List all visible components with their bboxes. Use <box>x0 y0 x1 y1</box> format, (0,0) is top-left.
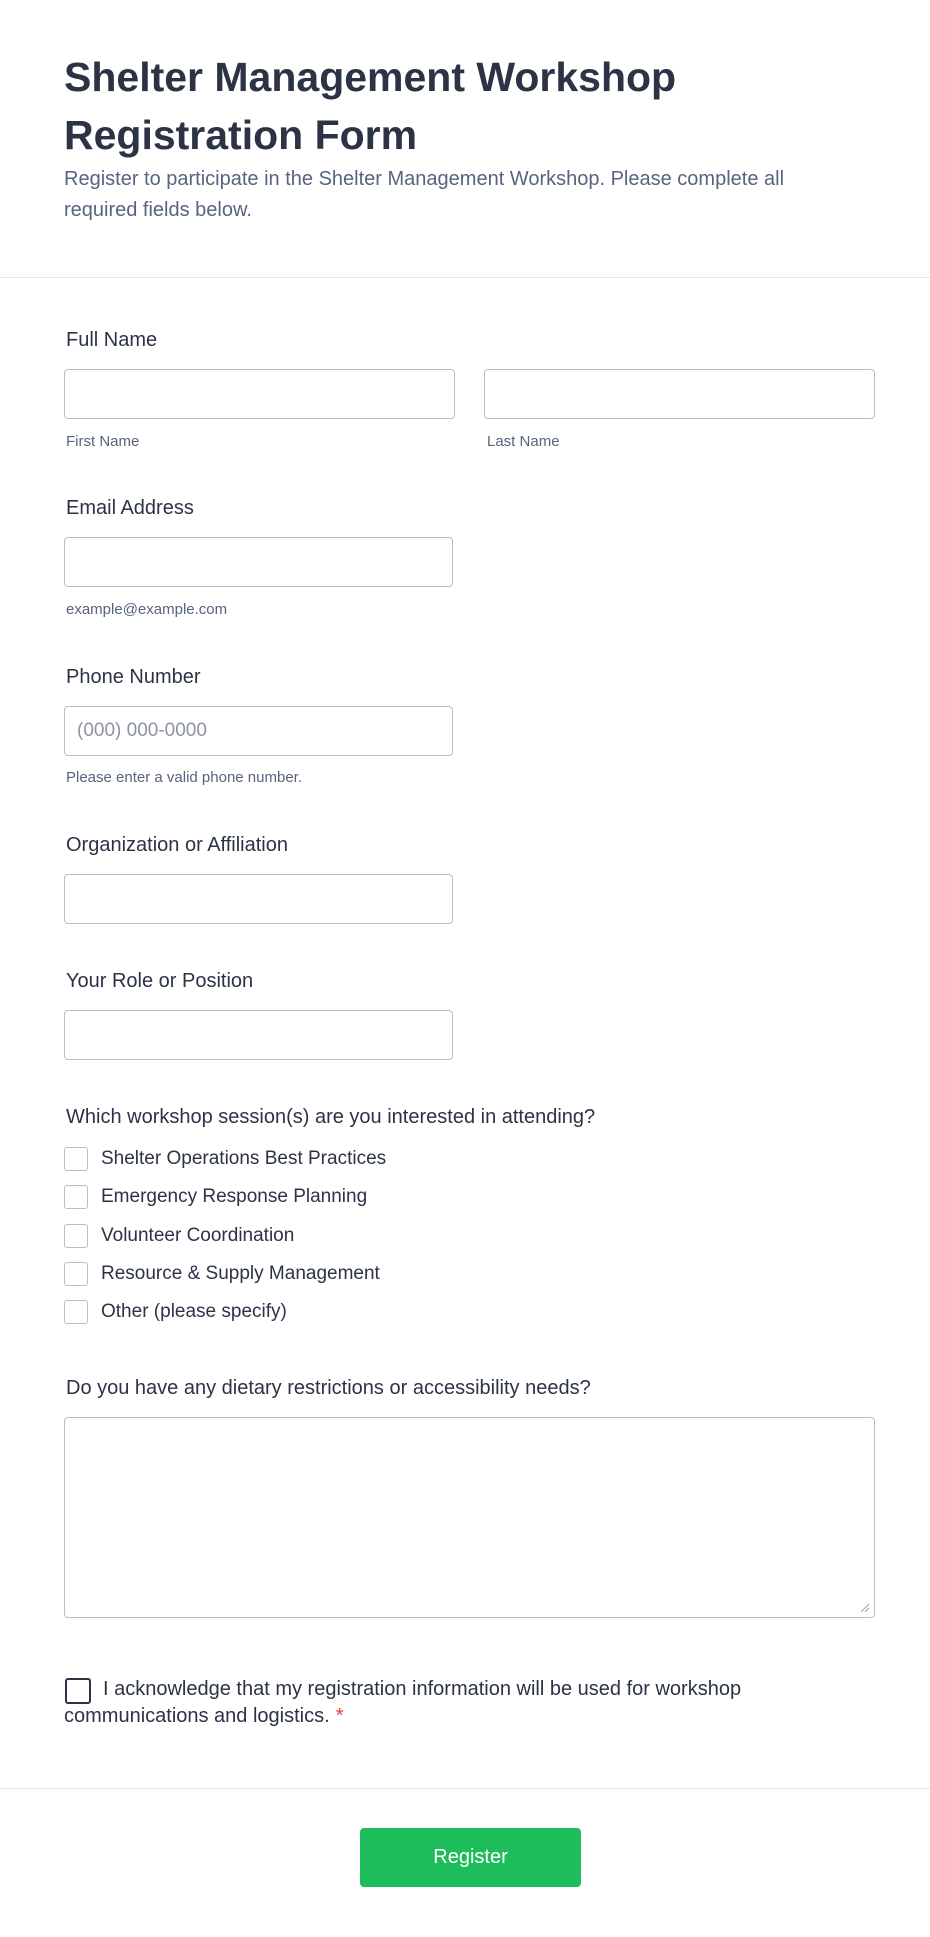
last-name-input[interactable] <box>484 369 875 419</box>
session-option-label[interactable]: Volunteer Coordination <box>101 1225 295 1246</box>
session-option-checkbox[interactable] <box>64 1147 88 1171</box>
phone-label: Phone Number <box>66 666 201 688</box>
needs-label: Do you have any dietary restrictions or accessibility needs? <box>66 1377 591 1399</box>
phone-input[interactable] <box>64 706 453 756</box>
session-option-checkbox[interactable] <box>64 1300 88 1324</box>
acknowledgement-text <box>64 1676 784 1730</box>
first-name-input[interactable] <box>64 369 455 419</box>
role-input[interactable] <box>64 1010 453 1060</box>
session-option-label[interactable]: Other (please specify) <box>101 1301 287 1322</box>
needs-textarea[interactable] <box>64 1417 875 1618</box>
full-name-label: Full Name <box>66 329 158 351</box>
session-option-checkbox[interactable] <box>64 1262 88 1286</box>
organization-label: Organization or Affiliation <box>66 834 288 856</box>
session-option-label[interactable]: Emergency Response Planning <box>101 1186 368 1207</box>
sessions-label: Which workshop session(s) are you interested in attending? <box>66 1106 596 1128</box>
phone-sublabel: Please enter a valid phone number. <box>66 769 302 786</box>
footer-divider <box>0 1788 930 1789</box>
session-option-label[interactable]: Resource & Supply Management <box>101 1263 380 1284</box>
acknowledgement-label[interactable]: I acknowledge that my registration information will be used for workshop communications and logistics. <box>64 1678 742 1727</box>
form-subtitle: Register to participate in the Shelter Management Workshop. Please complete all required fields below. <box>64 168 785 221</box>
email-label: Email Address <box>66 497 194 519</box>
email-input[interactable] <box>64 537 453 587</box>
register-button[interactable]: Register <box>360 1828 581 1887</box>
organization-input[interactable] <box>64 874 453 924</box>
role-label: Your Role or Position <box>66 970 254 992</box>
form-title: Shelter Management Workshop Registration Form <box>64 54 677 158</box>
form-header <box>0 0 930 278</box>
session-option-checkbox[interactable] <box>64 1224 88 1248</box>
email-sublabel: example@example.com <box>66 601 228 618</box>
session-option-checkbox[interactable] <box>64 1185 88 1209</box>
required-mark: * <box>335 1705 344 1727</box>
acknowledgement-checkbox[interactable] <box>65 1678 91 1704</box>
first-name-sublabel: First Name <box>66 433 140 450</box>
last-name-sublabel: Last Name <box>487 433 560 450</box>
resize-handle-icon[interactable] <box>860 1603 870 1613</box>
session-option-label[interactable]: Shelter Operations Best Practices <box>101 1148 387 1169</box>
